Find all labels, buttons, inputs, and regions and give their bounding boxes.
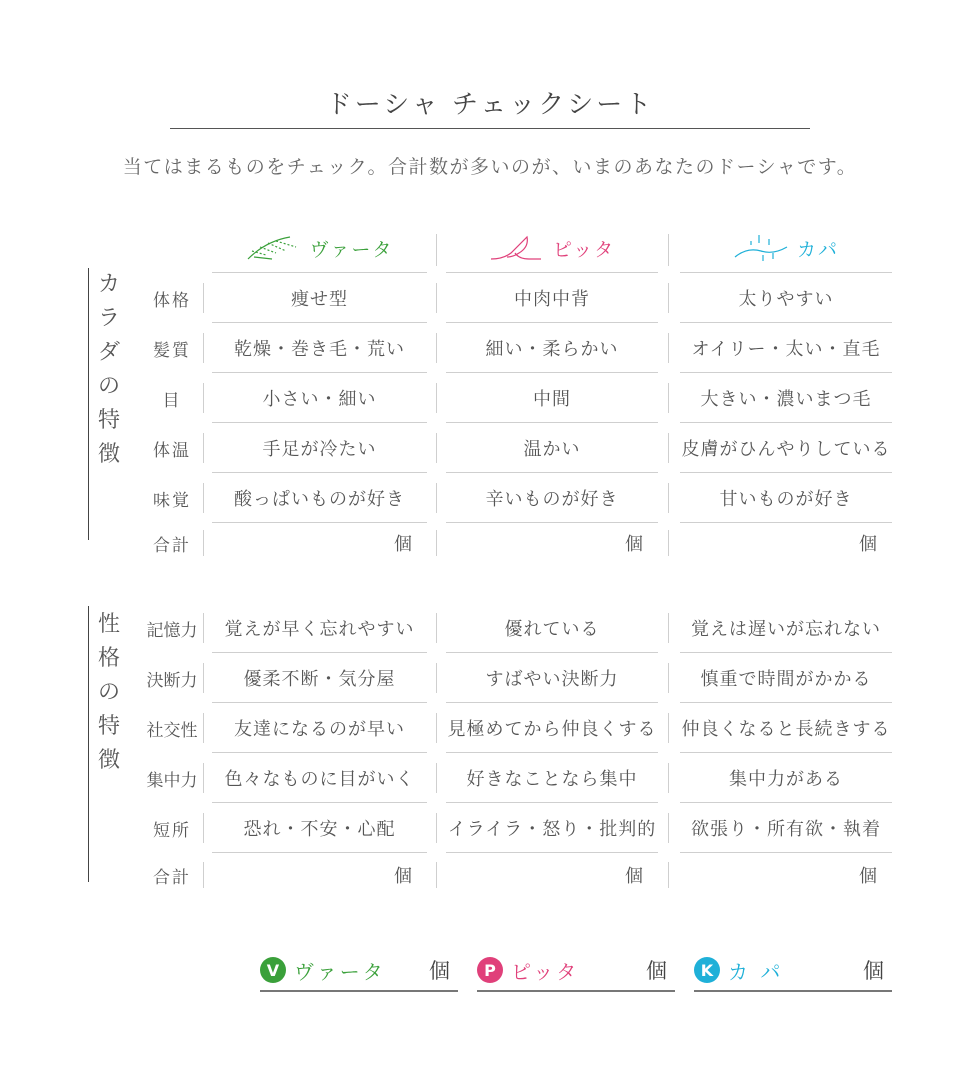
section-label-char: の [97, 680, 120, 705]
vata-cell[interactable]: 覚えが早く忘れやすい [212, 603, 427, 653]
row-label: 集中力 [140, 753, 204, 803]
total-label: 合計 [140, 520, 204, 566]
cell-divider [436, 333, 437, 363]
subtitle: 当てはまるものをチェック。合計数が多いのが、いまのあなたのドーシャです。 [122, 156, 858, 178]
summary-kapha[interactable] [694, 950, 892, 992]
cell-divider [436, 283, 437, 313]
pitta-total-unit[interactable]: 個 [625, 534, 644, 555]
row-label: 髪質 [140, 323, 204, 373]
cell-divider [668, 333, 669, 363]
column-header-vata [212, 230, 427, 266]
pitta-badge-icon: P [477, 957, 503, 983]
pitta-cell[interactable]: イライラ・怒り・批判的 [446, 803, 658, 853]
title-underline [170, 128, 810, 129]
cell-divider [436, 530, 437, 556]
pitta-cell[interactable]: 辛いものが好き [446, 473, 658, 523]
vata-cell[interactable]: 酸っぱいものが好き [212, 473, 427, 523]
cell-divider [668, 483, 669, 513]
row-label: 体格 [140, 273, 204, 323]
total-row [140, 520, 895, 566]
column-header-kapha-label: カパ [796, 238, 839, 261]
kapha-cell[interactable]: 太りやすい [680, 273, 892, 323]
total-row [140, 852, 895, 898]
cell-divider [436, 483, 437, 513]
table-row [140, 653, 895, 703]
row-label: 記憶力 [140, 603, 204, 653]
kapha-cell[interactable]: 集中力がある [680, 753, 892, 803]
section-bar [88, 606, 89, 882]
column-header-pitta [446, 230, 658, 266]
header-divider [436, 234, 437, 266]
pitta-cell[interactable]: 温かい [446, 423, 658, 473]
table-row [140, 423, 895, 473]
row-label: 目 [140, 373, 204, 423]
kapha-cell[interactable]: 皮膚がひんやりしている [680, 423, 892, 473]
vata-cell[interactable]: 友達になるのが早い [212, 703, 427, 753]
vata-cell[interactable]: 小さい・細い [212, 373, 427, 423]
pitta-cell[interactable]: 中間 [446, 373, 658, 423]
cell-divider [668, 862, 669, 888]
vata-cell[interactable]: 痩せ型 [212, 273, 427, 323]
kapha-total-unit[interactable]: 個 [859, 534, 878, 555]
table-row [140, 273, 895, 323]
cell-divider [668, 530, 669, 556]
header-divider [668, 234, 669, 266]
kapha-cell[interactable]: 仲良くなると長続きする [680, 703, 892, 753]
vata-total-unit[interactable]: 個 [394, 866, 413, 887]
section-label-char: 徴 [97, 748, 120, 773]
column-header-vata-label: ヴァータ [309, 238, 394, 261]
row-label: 味覚 [140, 473, 204, 523]
row-label: 短所 [140, 803, 204, 853]
section-label-char: 徴 [97, 442, 120, 467]
vata-cell[interactable]: 色々なものに目がいく [212, 753, 427, 803]
pitta-cell[interactable]: 見極めてから仲良くする [446, 703, 658, 753]
flame-leaf-icon [489, 233, 545, 263]
cell-divider [668, 613, 669, 643]
row-label: 決断力 [140, 653, 204, 703]
vata-total-unit[interactable]: 個 [394, 534, 413, 555]
kapha-badge-icon: K [694, 957, 720, 983]
cell-divider [668, 763, 669, 793]
section-label-char: の [97, 374, 120, 399]
cell-divider [436, 862, 437, 888]
section-bar [88, 268, 89, 540]
kapha-cell[interactable]: 甘いものが好き [680, 473, 892, 523]
vata-cell[interactable]: 優柔不断・気分屋 [212, 653, 427, 703]
section-label-char: 性 [97, 612, 120, 637]
cell-divider [668, 283, 669, 313]
table-row [140, 323, 895, 373]
summary-vata-unit: 個 [429, 959, 450, 983]
summary-vata[interactable] [260, 950, 458, 992]
cell-divider [668, 713, 669, 743]
pitta-cell[interactable]: 中肉中背 [446, 273, 658, 323]
column-header-kapha [680, 230, 892, 266]
cell-divider [436, 713, 437, 743]
kapha-cell[interactable]: 大きい・濃いまつ毛 [680, 373, 892, 423]
cell-divider [668, 813, 669, 843]
cell-divider [436, 763, 437, 793]
kapha-total-unit[interactable]: 個 [859, 866, 878, 887]
pitta-cell[interactable]: 好きなことなら集中 [446, 753, 658, 803]
vata-cell[interactable]: 乾燥・巻き毛・荒い [212, 323, 427, 373]
table-row [140, 603, 895, 653]
section-label-char: 特 [97, 408, 120, 433]
table-row [140, 473, 895, 523]
total-label: 合計 [140, 852, 204, 898]
table-row [140, 373, 895, 423]
summary-pitta[interactable] [477, 950, 675, 992]
water-drop-icon [733, 233, 789, 263]
wind-icon [246, 233, 302, 263]
summary-pitta-unit: 個 [646, 959, 667, 983]
section-label-body [94, 268, 124, 472]
kapha-cell[interactable]: 慎重で時間がかかる [680, 653, 892, 703]
row-label: 社交性 [140, 703, 204, 753]
kapha-cell[interactable]: 欲張り・所有欲・執着 [680, 803, 892, 853]
summary-kapha-unit: 個 [863, 959, 884, 983]
pitta-cell[interactable]: 細い・柔らかい [446, 323, 658, 373]
pitta-cell[interactable]: すばやい決断力 [446, 653, 658, 703]
section-label-char: ダ [97, 340, 120, 365]
pitta-cell[interactable]: 優れている [446, 603, 658, 653]
section-label-char: 特 [97, 714, 120, 739]
row-label: 体温 [140, 423, 204, 473]
kapha-cell[interactable]: オイリー・太い・直毛 [680, 323, 892, 373]
summary-kapha-label: カ パ [728, 959, 784, 984]
cell-divider [668, 433, 669, 463]
cell-divider [436, 663, 437, 693]
summary-pitta-label: ピッタ [511, 959, 580, 984]
cell-divider [668, 383, 669, 413]
table-row [140, 803, 895, 853]
cell-divider [436, 433, 437, 463]
section-label-char: カ [97, 272, 120, 297]
pitta-total-unit[interactable]: 個 [625, 866, 644, 887]
table-row [140, 753, 895, 803]
cell-divider [668, 663, 669, 693]
section-label-char: 格 [97, 646, 120, 671]
vata-badge-icon: V [260, 957, 286, 983]
summary-vata-label: ヴァータ [294, 959, 386, 984]
table-row [140, 703, 895, 753]
cell-divider [436, 813, 437, 843]
kapha-cell[interactable]: 覚えは遅いが忘れない [680, 603, 892, 653]
section-label-personality [94, 608, 124, 778]
section-label-char: ラ [97, 306, 120, 331]
cell-divider [436, 383, 437, 413]
column-header-pitta-label: ピッタ [552, 238, 616, 261]
page-title: ドーシャ チェックシート [325, 90, 655, 120]
vata-cell[interactable]: 手足が冷たい [212, 423, 427, 473]
vata-cell[interactable]: 恐れ・不安・心配 [212, 803, 427, 853]
cell-divider [436, 613, 437, 643]
